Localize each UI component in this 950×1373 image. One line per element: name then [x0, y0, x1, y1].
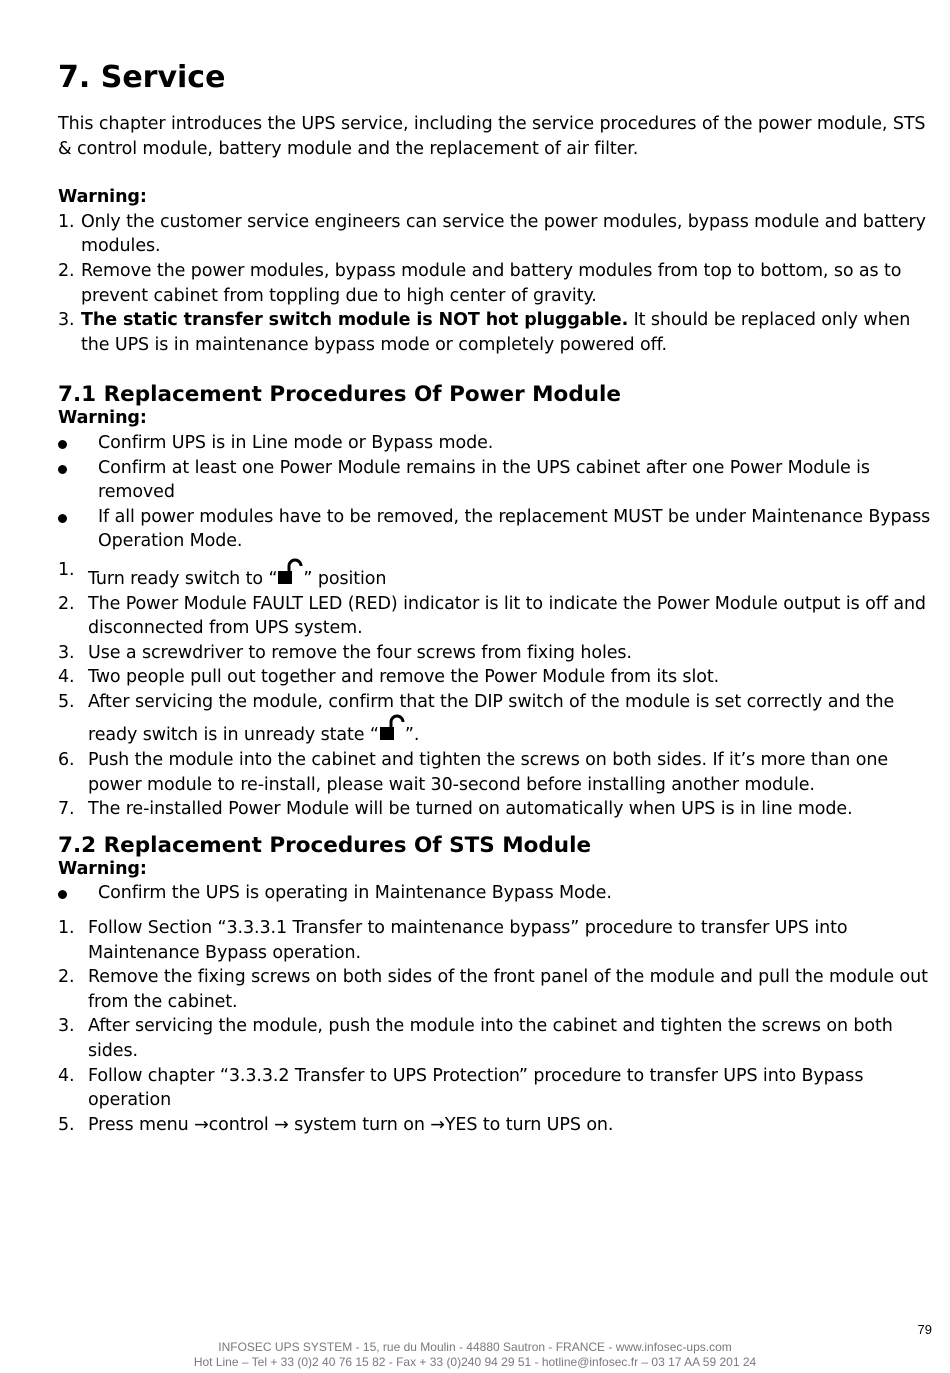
chapter-intro: This chapter introduces the UPS service, including the service procedures of the power module, STS & control module, battery module and the replacement of air filter. — [58, 114, 926, 159]
section-72-warning-label: Warning: — [58, 858, 147, 879]
section-72-steps — [58, 916, 938, 1137]
step-number: 3. — [58, 1016, 75, 1037]
bullet-item — [58, 456, 938, 505]
bullet-dot-icon — [58, 890, 67, 899]
chapter-warning-list — [58, 210, 938, 358]
step-number: 4. — [58, 667, 75, 688]
bullet-text: Confirm UPS is in Line mode or Bypass mode. — [98, 432, 494, 453]
step-text: Turn ready switch to “ — [88, 568, 278, 589]
step-item — [58, 1064, 938, 1113]
page-footer — [0, 1340, 950, 1370]
step-number: 7. — [58, 799, 75, 820]
warning-number: 2. — [58, 260, 75, 281]
warning-number: 3. — [58, 310, 75, 331]
section-71-bullets — [58, 431, 938, 554]
step-item — [58, 916, 938, 965]
step-number: 3. — [58, 642, 75, 663]
step-item — [58, 1113, 938, 1138]
bullet-dot-icon — [58, 465, 67, 474]
section-71-warning-label: Warning: — [58, 408, 147, 429]
step-item — [58, 797, 938, 822]
step-item — [58, 1014, 938, 1063]
step-item — [58, 690, 938, 748]
warning-text: It should be replaced only when the UPS is in maintenance bypass mode or completely powered off. — [81, 310, 911, 355]
unlocked-padlock-icon — [379, 714, 405, 742]
step-item — [58, 558, 938, 592]
step-number: 1. — [58, 918, 75, 939]
warning-item — [58, 210, 938, 259]
step-text: Two people pull out together and remove the Power Module from its slot. — [88, 667, 720, 688]
section-71-steps — [58, 558, 938, 822]
bullet-dot-icon — [58, 514, 67, 523]
step-text-end: ” position — [303, 568, 387, 589]
footer-hotline: Hot Line – Tel + 33 (0)2 40 76 15 82 - Fax + 33 (0)240 94 29 51 - hotline@infosec.fr – 03 17 AA 59 201 24 — [193, 1355, 757, 1369]
step-text-end: ”. — [404, 725, 420, 746]
page-body — [58, 58, 938, 1137]
step-number: 2. — [58, 593, 75, 614]
step-number: 4. — [58, 1065, 75, 1086]
step-number: 5. — [58, 691, 75, 712]
step-item — [58, 965, 938, 1014]
step-text: The re-installed Power Module will be turned on automatically when UPS is in line mode. — [88, 799, 853, 820]
bullet-dot-icon — [58, 440, 67, 449]
bullet-text: Confirm the UPS is operating in Maintenance Bypass Mode. — [98, 883, 612, 904]
page-number: 79 — [917, 1322, 932, 1337]
step-text: After servicing the module, confirm that the DIP switch of the module is set correctly and the ready switch is in unready state “ — [88, 691, 895, 746]
step-item — [58, 592, 938, 641]
chapter-title: 7. Service — [58, 60, 226, 95]
warning-text: Only the customer service engineers can service the power modules, bypass module and battery modules. — [81, 211, 926, 257]
step-text: Follow Section “3.3.3.1 Transfer to maintenance bypass” procedure to transfer UPS into Maintenance Bypass operation. — [88, 918, 848, 963]
bullet-item — [58, 881, 938, 906]
step-number: 6. — [58, 750, 75, 771]
section-72-bullets — [58, 881, 938, 906]
warning-item — [58, 308, 938, 357]
section-72-title: 7.2 Replacement Procedures Of STS Module — [58, 832, 592, 858]
warning-item — [58, 259, 938, 308]
bullet-item — [58, 505, 938, 554]
step-text: Follow chapter “3.3.3.2 Transfer to UPS Protection” procedure to transfer UPS into Bypass operation — [88, 1065, 864, 1111]
warning-bold-text: The static transfer switch module is NOT hot pluggable. — [81, 310, 629, 331]
bullet-text: Confirm at least one Power Module remains in the UPS cabinet after one Power Module is removed — [98, 457, 870, 503]
step-item — [58, 641, 938, 666]
step-item — [58, 665, 938, 690]
bullet-text: If all power modules have to be removed, the replacement MUST be under Maintenance Bypass Operation Mode. — [98, 506, 931, 552]
step-number: 1. — [58, 559, 75, 580]
step-item — [58, 748, 938, 797]
step-text: After servicing the module, push the module into the cabinet and tighten the screws on both sides. — [88, 1016, 893, 1061]
warning-text: Remove the power modules, bypass module and battery modules from top to bottom, so as to prevent cabinet from toppling due to high center of gravity. — [81, 260, 902, 306]
footer-address: INFOSEC UPS SYSTEM - 15, rue du Moulin - 44880 Sautron - FRANCE - www.infosec-ups.com — [218, 1340, 732, 1354]
step-text: Press menu →control → system turn on →YES to turn UPS on. — [88, 1114, 614, 1135]
step-text: Push the module into the cabinet and tighten the screws on both sides. If it’s more than one power module to re-install, please wait 30-second before installing another module. — [88, 750, 889, 795]
unlocked-padlock-icon — [277, 558, 303, 586]
warning-number: 1. — [58, 211, 75, 232]
step-text: Remove the fixing screws on both sides of the front panel of the module and pull the module out from the cabinet. — [88, 967, 928, 1012]
step-number: 2. — [58, 967, 75, 988]
chapter-warning-label: Warning: — [58, 187, 147, 208]
step-number: 5. — [58, 1114, 75, 1135]
bullet-item — [58, 431, 938, 456]
step-text: Use a screwdriver to remove the four screws from fixing holes. — [88, 642, 632, 663]
step-text: The Power Module FAULT LED (RED) indicator is lit to indicate the Power Module output is off and disconnected from UPS system. — [88, 593, 926, 639]
section-71-title: 7.1 Replacement Procedures Of Power Module — [58, 382, 621, 408]
